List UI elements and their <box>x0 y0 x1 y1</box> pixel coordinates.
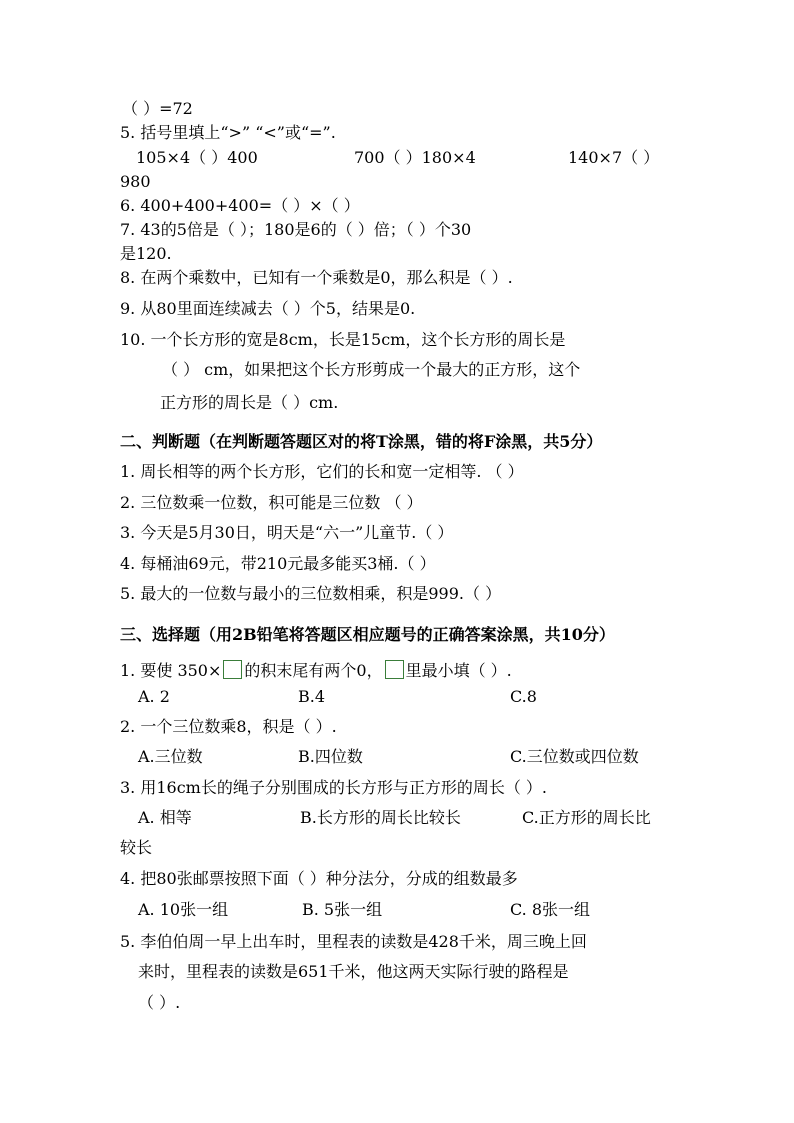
question-9: 9. 从80里面连续减去（ ）个5，结果是0. <box>120 299 416 318</box>
choice-question-2: 2. 一个三位数乘8，积是（ ）. <box>120 717 337 736</box>
answer-box <box>223 660 242 679</box>
choice-question-3-cont: 较长 <box>120 838 153 857</box>
choice-option: A. 相等 <box>138 808 192 827</box>
choice-question-1 <box>120 660 512 679</box>
answer-box <box>385 660 404 679</box>
choice-option: A. 2 <box>138 687 170 706</box>
choice-section-heading: 三、选择题（用2B铅笔将答题区相应题号的正确答案涂黑，共10分） <box>120 625 615 644</box>
question-5-item-b: 700（ ）180×4 <box>354 148 476 167</box>
choice-question-4: 4. 把80张邮票按照下面（ ）种分法分，分成的组数最多 <box>120 869 518 888</box>
question-10: 10. 一个长方形的宽是8cm，长是15cm，这个长方形的周长是 <box>120 330 566 349</box>
question-8: 8. 在两个乘数中，已知有一个乘数是0，那么积是（ ）. <box>120 268 513 287</box>
question-5-item-a: 105×4（ ）400 <box>136 148 258 167</box>
question-5-item-c: 140×7（ ） <box>568 148 660 167</box>
choice-option: C. 8张一组 <box>510 900 591 919</box>
question-10-cont-1: （ ） cm，如果把这个长方形剪成一个最大的正方形，这个 <box>162 360 581 379</box>
judge-item: 1. 周长相等的两个长方形，它们的长和宽一定相等. （ ） <box>120 462 524 481</box>
choice-q1-part-2: 的积末尾有两个0， <box>244 661 383 680</box>
judge-section-heading: 二、判断题（在判断题答题区对的将T涂黑，错的将F涂黑，共5分） <box>120 432 603 451</box>
choice-option: B.四位数 <box>298 747 363 766</box>
judge-item: 3. 今天是5月30日，明天是“六一”儿童节.（ ） <box>120 523 454 542</box>
question-5-item-c-cont: 980 <box>120 172 151 191</box>
choice-option: B.长方形的周长比较长 <box>300 808 461 827</box>
choice-option: C.8 <box>510 687 537 706</box>
question-5-label: 5. 括号里填上“>” “<”或“=”. <box>120 123 336 142</box>
choice-question-3: 3. 用16cm长的绳子分别围成的长方形与正方形的周长（ ）. <box>120 778 548 797</box>
question-6: 6. 400+400+400=（ ）×（ ） <box>120 196 360 215</box>
choice-option: B. 5张一组 <box>302 900 383 919</box>
choice-option: C.正方形的周长比 <box>522 808 651 827</box>
choice-option: B.4 <box>298 687 326 706</box>
judge-item: 4. 每桶油69元，带210元最多能买3桶.（ ） <box>120 554 436 573</box>
fill-blank-line-top: （ ）=72 <box>122 99 193 118</box>
choice-option: A. 10张一组 <box>138 900 229 919</box>
question-10-cont-2: 正方形的周长是（ ）cm. <box>160 393 339 412</box>
choice-q1-part-1: 1. 要使 350× <box>120 661 222 680</box>
choice-question-5: 5. 李伯伯周一早上出车时，里程表的读数是428千米，周三晚上回 <box>120 932 587 951</box>
question-7: 7. 43的5倍是（ ）；180是6的（ ）倍；（ ）个30 <box>120 220 472 239</box>
choice-q1-part-3: 里最小填（ ）. <box>405 661 512 680</box>
choice-option: C.三位数或四位数 <box>510 747 639 766</box>
question-7-cont: 是120. <box>120 244 172 263</box>
choice-question-5-cont-1: 来时，里程表的读数是651千米，他这两天实际行驶的路程是 <box>138 962 569 981</box>
judge-item: 5. 最大的一位数与最小的三位数相乘，积是999.（ ） <box>120 584 502 603</box>
choice-question-5-cont-2: （ ）. <box>138 993 181 1012</box>
choice-option: A.三位数 <box>138 747 203 766</box>
judge-item: 2. 三位数乘一位数，积可能是三位数 （ ） <box>120 493 423 512</box>
